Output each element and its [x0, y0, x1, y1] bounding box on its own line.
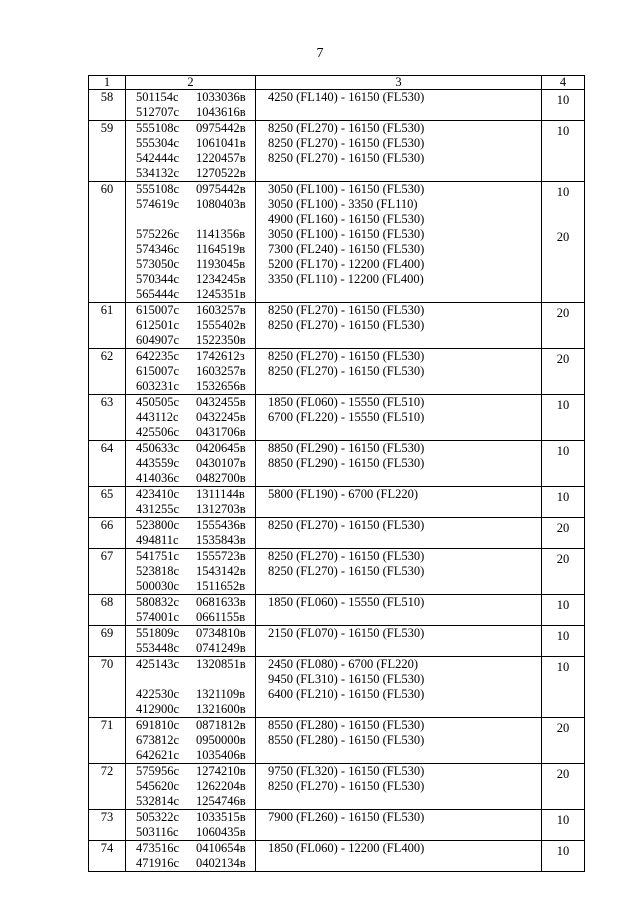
longitude: 1742612з — [196, 349, 245, 363]
category-value: 10 — [556, 185, 570, 199]
table-row — [89, 121, 585, 182]
table-row — [89, 518, 585, 549]
coordinate-pair — [136, 287, 255, 302]
category-value — [542, 200, 584, 215]
longitude: 1270522в — [196, 166, 246, 180]
table-row — [89, 841, 585, 872]
coordinate-pair — [136, 318, 255, 333]
coordinate-pair — [136, 410, 255, 425]
coordinate-pair — [136, 672, 255, 687]
category-value: 20 — [556, 352, 570, 366]
row-number: 68 — [89, 595, 126, 626]
coordinate-pair — [136, 518, 255, 533]
longitude: 1164519в — [196, 242, 246, 256]
longitude: 0431706в — [196, 425, 246, 439]
table-row — [89, 810, 585, 841]
coordinate-pair — [136, 657, 255, 672]
latitude: 551809с — [136, 626, 180, 640]
category-cell — [542, 441, 585, 487]
coordinate-pair — [136, 718, 255, 733]
category-value: 10 — [556, 844, 570, 858]
category-cell — [542, 518, 585, 549]
latitude: 443112с — [136, 410, 179, 424]
coordinate-pair — [136, 810, 255, 825]
altitude-range: 8250 (FL270) - 16150 (FL530) — [268, 151, 425, 165]
table-row — [89, 182, 585, 303]
longitude: 0734810в — [196, 626, 246, 640]
category-cell — [542, 595, 585, 626]
altitude-range: 1850 (FL060) - 15550 (FL510) — [268, 595, 425, 609]
coordinate-pair — [136, 456, 255, 471]
altitude-range: 3050 (FL100) - 16150 (FL530) — [268, 227, 425, 241]
latitude: 615007с — [136, 364, 180, 378]
altitude-range: 7300 (FL240) - 16150 (FL530) — [268, 242, 425, 256]
altitude-ranges-cell — [256, 841, 542, 872]
latitude: 505322с — [136, 810, 180, 824]
altitude-range: 4900 (FL160) - 16150 (FL530) — [268, 212, 425, 226]
latitude: 555304с — [136, 136, 180, 150]
longitude: 1080403в — [196, 197, 246, 211]
coordinate-pair — [136, 303, 255, 318]
latitude: 541751с — [136, 549, 180, 563]
coordinates-cell — [126, 90, 256, 121]
row-number: 62 — [89, 349, 126, 395]
category-cell — [542, 395, 585, 441]
longitude: 0681633в — [196, 595, 246, 609]
altitude-range: 5200 (FL170) - 12200 (FL400) — [268, 257, 425, 271]
coordinate-pair — [136, 364, 255, 379]
longitude: 1274210в — [196, 764, 246, 778]
altitude-range: 8850 (FL290) - 16150 (FL530) — [268, 456, 425, 470]
coordinates-cell — [126, 441, 256, 487]
altitude-ranges-cell — [256, 718, 542, 764]
altitude-ranges-cell — [256, 182, 542, 303]
latitude: 501154с — [136, 90, 179, 104]
longitude: 1312703в — [196, 502, 246, 516]
latitude: 603231с — [136, 379, 180, 393]
coordinates-cell — [126, 549, 256, 595]
coordinate-pair — [136, 687, 255, 702]
category-value: 20 — [556, 521, 570, 535]
longitude: 0410654в — [196, 841, 246, 855]
latitude: 414036с — [136, 471, 180, 485]
altitude-range: 8250 (FL270) - 16150 (FL530) — [268, 121, 425, 135]
latitude: 494811с — [136, 533, 179, 547]
altitude-range: 3050 (FL100) - 3350 (FL110) — [268, 197, 418, 211]
category-value: 10 — [556, 124, 570, 138]
altitude-range: 1850 (FL060) - 12200 (FL400) — [268, 841, 425, 855]
latitude: 532814с — [136, 794, 180, 808]
longitude: 1522350в — [196, 333, 246, 347]
row-number: 73 — [89, 810, 126, 841]
table-row — [89, 90, 585, 121]
longitude: 1603257в — [196, 364, 246, 378]
altitude-range: 8250 (FL270) - 16150 (FL530) — [268, 779, 425, 793]
latitude: 443559с — [136, 456, 180, 470]
coordinates-cell — [126, 718, 256, 764]
coordinate-pair — [136, 121, 255, 136]
latitude: 555108с — [136, 182, 180, 196]
category-value: 20 — [556, 306, 570, 320]
latitude: 422530с — [136, 687, 180, 701]
latitude: 425143с — [136, 657, 180, 671]
coordinate-pair — [136, 242, 255, 257]
longitude: 0482700в — [196, 471, 246, 485]
altitude-range: 8250 (FL270) - 16150 (FL530) — [268, 518, 425, 532]
coordinate-pair — [136, 136, 255, 151]
altitude-ranges-cell — [256, 303, 542, 349]
latitude: 503116с — [136, 825, 179, 839]
coordinates-cell — [126, 121, 256, 182]
longitude: 1555723в — [196, 549, 246, 563]
altitude-range: 8250 (FL270) - 16150 (FL530) — [268, 318, 425, 332]
coordinates-cell — [126, 810, 256, 841]
longitude: 1535843в — [196, 533, 246, 547]
coordinate-pair — [136, 626, 255, 641]
longitude: 1035406в — [196, 748, 246, 762]
altitude-ranges-cell — [256, 764, 542, 810]
latitude: 555108с — [136, 121, 180, 135]
latitude: 542444с — [136, 151, 180, 165]
coordinate-pair — [136, 395, 255, 410]
category-cell — [542, 121, 585, 182]
altitude-range: 4250 (FL140) - 16150 (FL530) — [268, 90, 425, 104]
longitude: 1193045в — [196, 257, 246, 271]
coordinate-pair — [136, 641, 255, 656]
row-number: 64 — [89, 441, 126, 487]
latitude: 471916с — [136, 856, 180, 870]
altitude-range: 8850 (FL290) - 16150 (FL530) — [268, 441, 425, 455]
coordinates-cell — [126, 657, 256, 718]
altitude-range: 8250 (FL270) - 16150 (FL530) — [268, 136, 425, 150]
table-row — [89, 657, 585, 718]
altitude-range: 9750 (FL320) - 16150 (FL530) — [268, 764, 425, 778]
longitude: 0402134в — [196, 856, 246, 870]
altitude-ranges-cell — [256, 349, 542, 395]
altitude-ranges-cell — [256, 441, 542, 487]
category-value: 10 — [556, 398, 570, 412]
latitude: 642235с — [136, 349, 180, 363]
altitude-ranges-cell — [256, 549, 542, 595]
coordinate-pair — [136, 579, 255, 594]
longitude: 1033036в — [196, 90, 246, 104]
altitude-range: 2450 (FL080) - 6700 (FL220) — [268, 657, 418, 671]
latitude: 450505с — [136, 395, 180, 409]
row-number: 69 — [89, 626, 126, 657]
coordinate-pair — [136, 702, 255, 717]
coordinate-pair — [136, 610, 255, 625]
longitude: 1555402в — [196, 318, 246, 332]
coordinate-pair — [136, 257, 255, 272]
longitude: 1245351в — [196, 287, 246, 301]
longitude: 1141356в — [196, 227, 246, 241]
coordinates-cell — [126, 595, 256, 626]
longitude: 1033515в — [196, 810, 246, 824]
longitude: 1555436в — [196, 518, 246, 532]
latitude: 450633с — [136, 441, 180, 455]
altitude-ranges-cell — [256, 657, 542, 718]
table-row — [89, 626, 585, 657]
table-row — [89, 718, 585, 764]
coordinate-pair — [136, 549, 255, 564]
coordinate-pair — [136, 272, 255, 287]
coordinates-cell — [126, 303, 256, 349]
table-header-row — [89, 76, 585, 90]
latitude: 423410с — [136, 487, 180, 501]
row-number: 58 — [89, 90, 126, 121]
category-value: 10 — [556, 660, 570, 674]
longitude: 1320851в — [196, 657, 246, 671]
latitude: 570344с — [136, 272, 180, 286]
coordinate-pair — [136, 379, 255, 394]
category-cell — [542, 349, 585, 395]
altitude-range: 1850 (FL060) - 15550 (FL510) — [268, 395, 425, 409]
longitude: 1543142в — [196, 564, 246, 578]
coordinate-pair — [136, 333, 255, 348]
column-header-3: 3 — [256, 76, 542, 90]
latitude: 425506с — [136, 425, 180, 439]
coordinate-pair — [136, 841, 255, 856]
longitude: 0432455в — [196, 395, 246, 409]
coordinate-pair — [136, 441, 255, 456]
coordinate-pair — [136, 779, 255, 794]
category-cell — [542, 718, 585, 764]
table-row — [89, 349, 585, 395]
category-value: 10 — [556, 813, 570, 827]
altitude-range: 8250 (FL270) - 16150 (FL530) — [268, 549, 425, 563]
latitude: 574001с — [136, 610, 180, 624]
altitude-range: 8250 (FL270) - 16150 (FL530) — [268, 349, 425, 363]
category-value: 20 — [556, 230, 570, 244]
category-value: 20 — [556, 721, 570, 735]
coordinate-pair — [136, 733, 255, 748]
longitude: 1311144в — [196, 487, 245, 501]
altitude-ranges-cell — [256, 395, 542, 441]
category-cell — [542, 303, 585, 349]
longitude: 0661155в — [196, 610, 246, 624]
latitude: 431255с — [136, 502, 180, 516]
altitude-range: 2150 (FL070) - 16150 (FL530) — [268, 626, 425, 640]
coordinate-pair — [136, 856, 255, 871]
category-value — [542, 215, 584, 230]
row-number: 61 — [89, 303, 126, 349]
category-value: 10 — [556, 93, 570, 107]
longitude: 1511652в — [196, 579, 246, 593]
row-number: 60 — [89, 182, 126, 303]
longitude: 1262204в — [196, 779, 246, 793]
latitude: 534132с — [136, 166, 180, 180]
longitude: 1603257в — [196, 303, 246, 317]
coordinate-pair — [136, 105, 255, 120]
row-number: 71 — [89, 718, 126, 764]
category-cell — [542, 182, 585, 303]
category-value: 10 — [556, 444, 570, 458]
altitude-range: 5800 (FL190) - 6700 (FL220) — [268, 487, 418, 501]
coordinates-cell — [126, 626, 256, 657]
latitude: 512707с — [136, 105, 180, 119]
longitude: 1043616в — [196, 105, 246, 119]
row-number: 74 — [89, 841, 126, 872]
altitude-ranges-cell — [256, 518, 542, 549]
table-row — [89, 303, 585, 349]
longitude: 1060435в — [196, 825, 246, 839]
category-cell — [542, 764, 585, 810]
table-row — [89, 487, 585, 518]
altitude-range: 6700 (FL220) - 15550 (FL510) — [268, 410, 425, 424]
altitude-range: 7900 (FL260) - 16150 (FL530) — [268, 810, 425, 824]
coordinate-pair — [136, 764, 255, 779]
column-header-1: 1 — [89, 76, 126, 90]
coordinate-pair — [136, 595, 255, 610]
longitude: 1234245в — [196, 272, 246, 286]
longitude: 1254746в — [196, 794, 246, 808]
latitude: 553448с — [136, 641, 180, 655]
coordinate-pair — [136, 425, 255, 440]
latitude: 574619с — [136, 197, 180, 211]
longitude: 0741249в — [196, 641, 246, 655]
longitude: 1220457в — [196, 151, 246, 165]
row-number: 70 — [89, 657, 126, 718]
coordinate-pair — [136, 564, 255, 579]
column-header-4: 4 — [542, 76, 585, 90]
coordinates-cell — [126, 182, 256, 303]
coordinate-pair — [136, 471, 255, 486]
category-cell — [542, 841, 585, 872]
coordinate-pair — [136, 748, 255, 763]
latitude: 573050с — [136, 257, 180, 271]
coordinates-cell — [126, 395, 256, 441]
altitude-range: 8250 (FL270) - 16150 (FL530) — [268, 364, 425, 378]
row-number: 67 — [89, 549, 126, 595]
altitude-range: 3350 (FL110) - 12200 (FL400) — [268, 272, 424, 286]
category-value: 10 — [556, 629, 570, 643]
latitude: 523800с — [136, 518, 180, 532]
latitude: 412900с — [136, 702, 180, 716]
airspace-table — [88, 75, 585, 872]
coordinate-pair — [136, 825, 255, 840]
longitude: 1321600в — [196, 702, 246, 716]
table-row — [89, 764, 585, 810]
latitude: 604907с — [136, 333, 180, 347]
longitude: 1061041в — [196, 136, 246, 150]
altitude-ranges-cell — [256, 626, 542, 657]
latitude: 580832с — [136, 595, 180, 609]
latitude: 615007с — [136, 303, 180, 317]
coordinates-cell — [126, 841, 256, 872]
coordinates-cell — [126, 487, 256, 518]
category-cell — [542, 657, 585, 718]
latitude: 574346с — [136, 242, 180, 256]
row-number: 59 — [89, 121, 126, 182]
category-cell — [542, 810, 585, 841]
longitude: 1532656в — [196, 379, 246, 393]
coordinate-pair — [136, 794, 255, 809]
table-row — [89, 441, 585, 487]
altitude-range: 6400 (FL210) - 16150 (FL530) — [268, 687, 425, 701]
coordinate-pair — [136, 90, 255, 105]
altitude-range: 3050 (FL100) - 16150 (FL530) — [268, 182, 425, 196]
row-number: 72 — [89, 764, 126, 810]
latitude: 612501с — [136, 318, 180, 332]
table-row — [89, 595, 585, 626]
longitude: 0432245в — [196, 410, 246, 424]
coordinates-cell — [126, 518, 256, 549]
latitude: 500030с — [136, 579, 180, 593]
longitude: 0430107в — [196, 456, 246, 470]
coordinate-pair — [136, 197, 255, 212]
longitude: 1321109в — [196, 687, 246, 701]
category-value: 20 — [556, 552, 570, 566]
coordinate-pair — [136, 166, 255, 181]
category-cell — [542, 626, 585, 657]
altitude-range: 8550 (FL280) - 16150 (FL530) — [268, 733, 425, 747]
altitude-ranges-cell — [256, 595, 542, 626]
altitude-range: 8250 (FL270) - 16150 (FL530) — [268, 564, 425, 578]
latitude: 642621с — [136, 748, 180, 762]
altitude-range: 9450 (FL310) - 16150 (FL530) — [268, 672, 425, 686]
coordinate-pair — [136, 502, 255, 517]
category-cell — [542, 487, 585, 518]
altitude-ranges-cell — [256, 121, 542, 182]
longitude: 0420645в — [196, 441, 246, 455]
category-cell — [542, 549, 585, 595]
latitude: 673812с — [136, 733, 180, 747]
category-cell — [542, 90, 585, 121]
latitude: 523818с — [136, 564, 180, 578]
altitude-ranges-cell — [256, 810, 542, 841]
row-number: 66 — [89, 518, 126, 549]
altitude-range: 8250 (FL270) - 16150 (FL530) — [268, 303, 425, 317]
coordinate-pair — [136, 487, 255, 502]
latitude: 565444с — [136, 287, 180, 301]
latitude: 691810с — [136, 718, 180, 732]
row-number: 63 — [89, 395, 126, 441]
coordinate-pair — [136, 533, 255, 548]
longitude: 0950000в — [196, 733, 246, 747]
table-row — [89, 395, 585, 441]
latitude: 545620с — [136, 779, 180, 793]
coordinate-pair — [136, 182, 255, 197]
coordinate-pair — [136, 227, 255, 242]
latitude: 575956с — [136, 764, 180, 778]
altitude-ranges-cell — [256, 90, 542, 121]
latitude: 575226с — [136, 227, 180, 241]
altitude-ranges-cell — [256, 487, 542, 518]
column-header-2: 2 — [126, 76, 256, 90]
row-number: 65 — [89, 487, 126, 518]
page-number: 7 — [316, 46, 324, 61]
table-row — [89, 549, 585, 595]
longitude: 0871812в — [196, 718, 246, 732]
latitude: 473516с — [136, 841, 180, 855]
coordinates-cell — [126, 349, 256, 395]
category-value: 10 — [556, 490, 570, 504]
coordinate-pair — [136, 151, 255, 166]
coordinate-pair — [136, 349, 255, 364]
category-value: 20 — [556, 767, 570, 781]
coordinate-pair — [136, 212, 255, 227]
category-value: 10 — [556, 598, 570, 612]
longitude: 0975442в — [196, 121, 246, 135]
altitude-range: 8550 (FL280) - 16150 (FL530) — [268, 718, 425, 732]
longitude: 0975442в — [196, 182, 246, 196]
coordinates-cell — [126, 764, 256, 810]
